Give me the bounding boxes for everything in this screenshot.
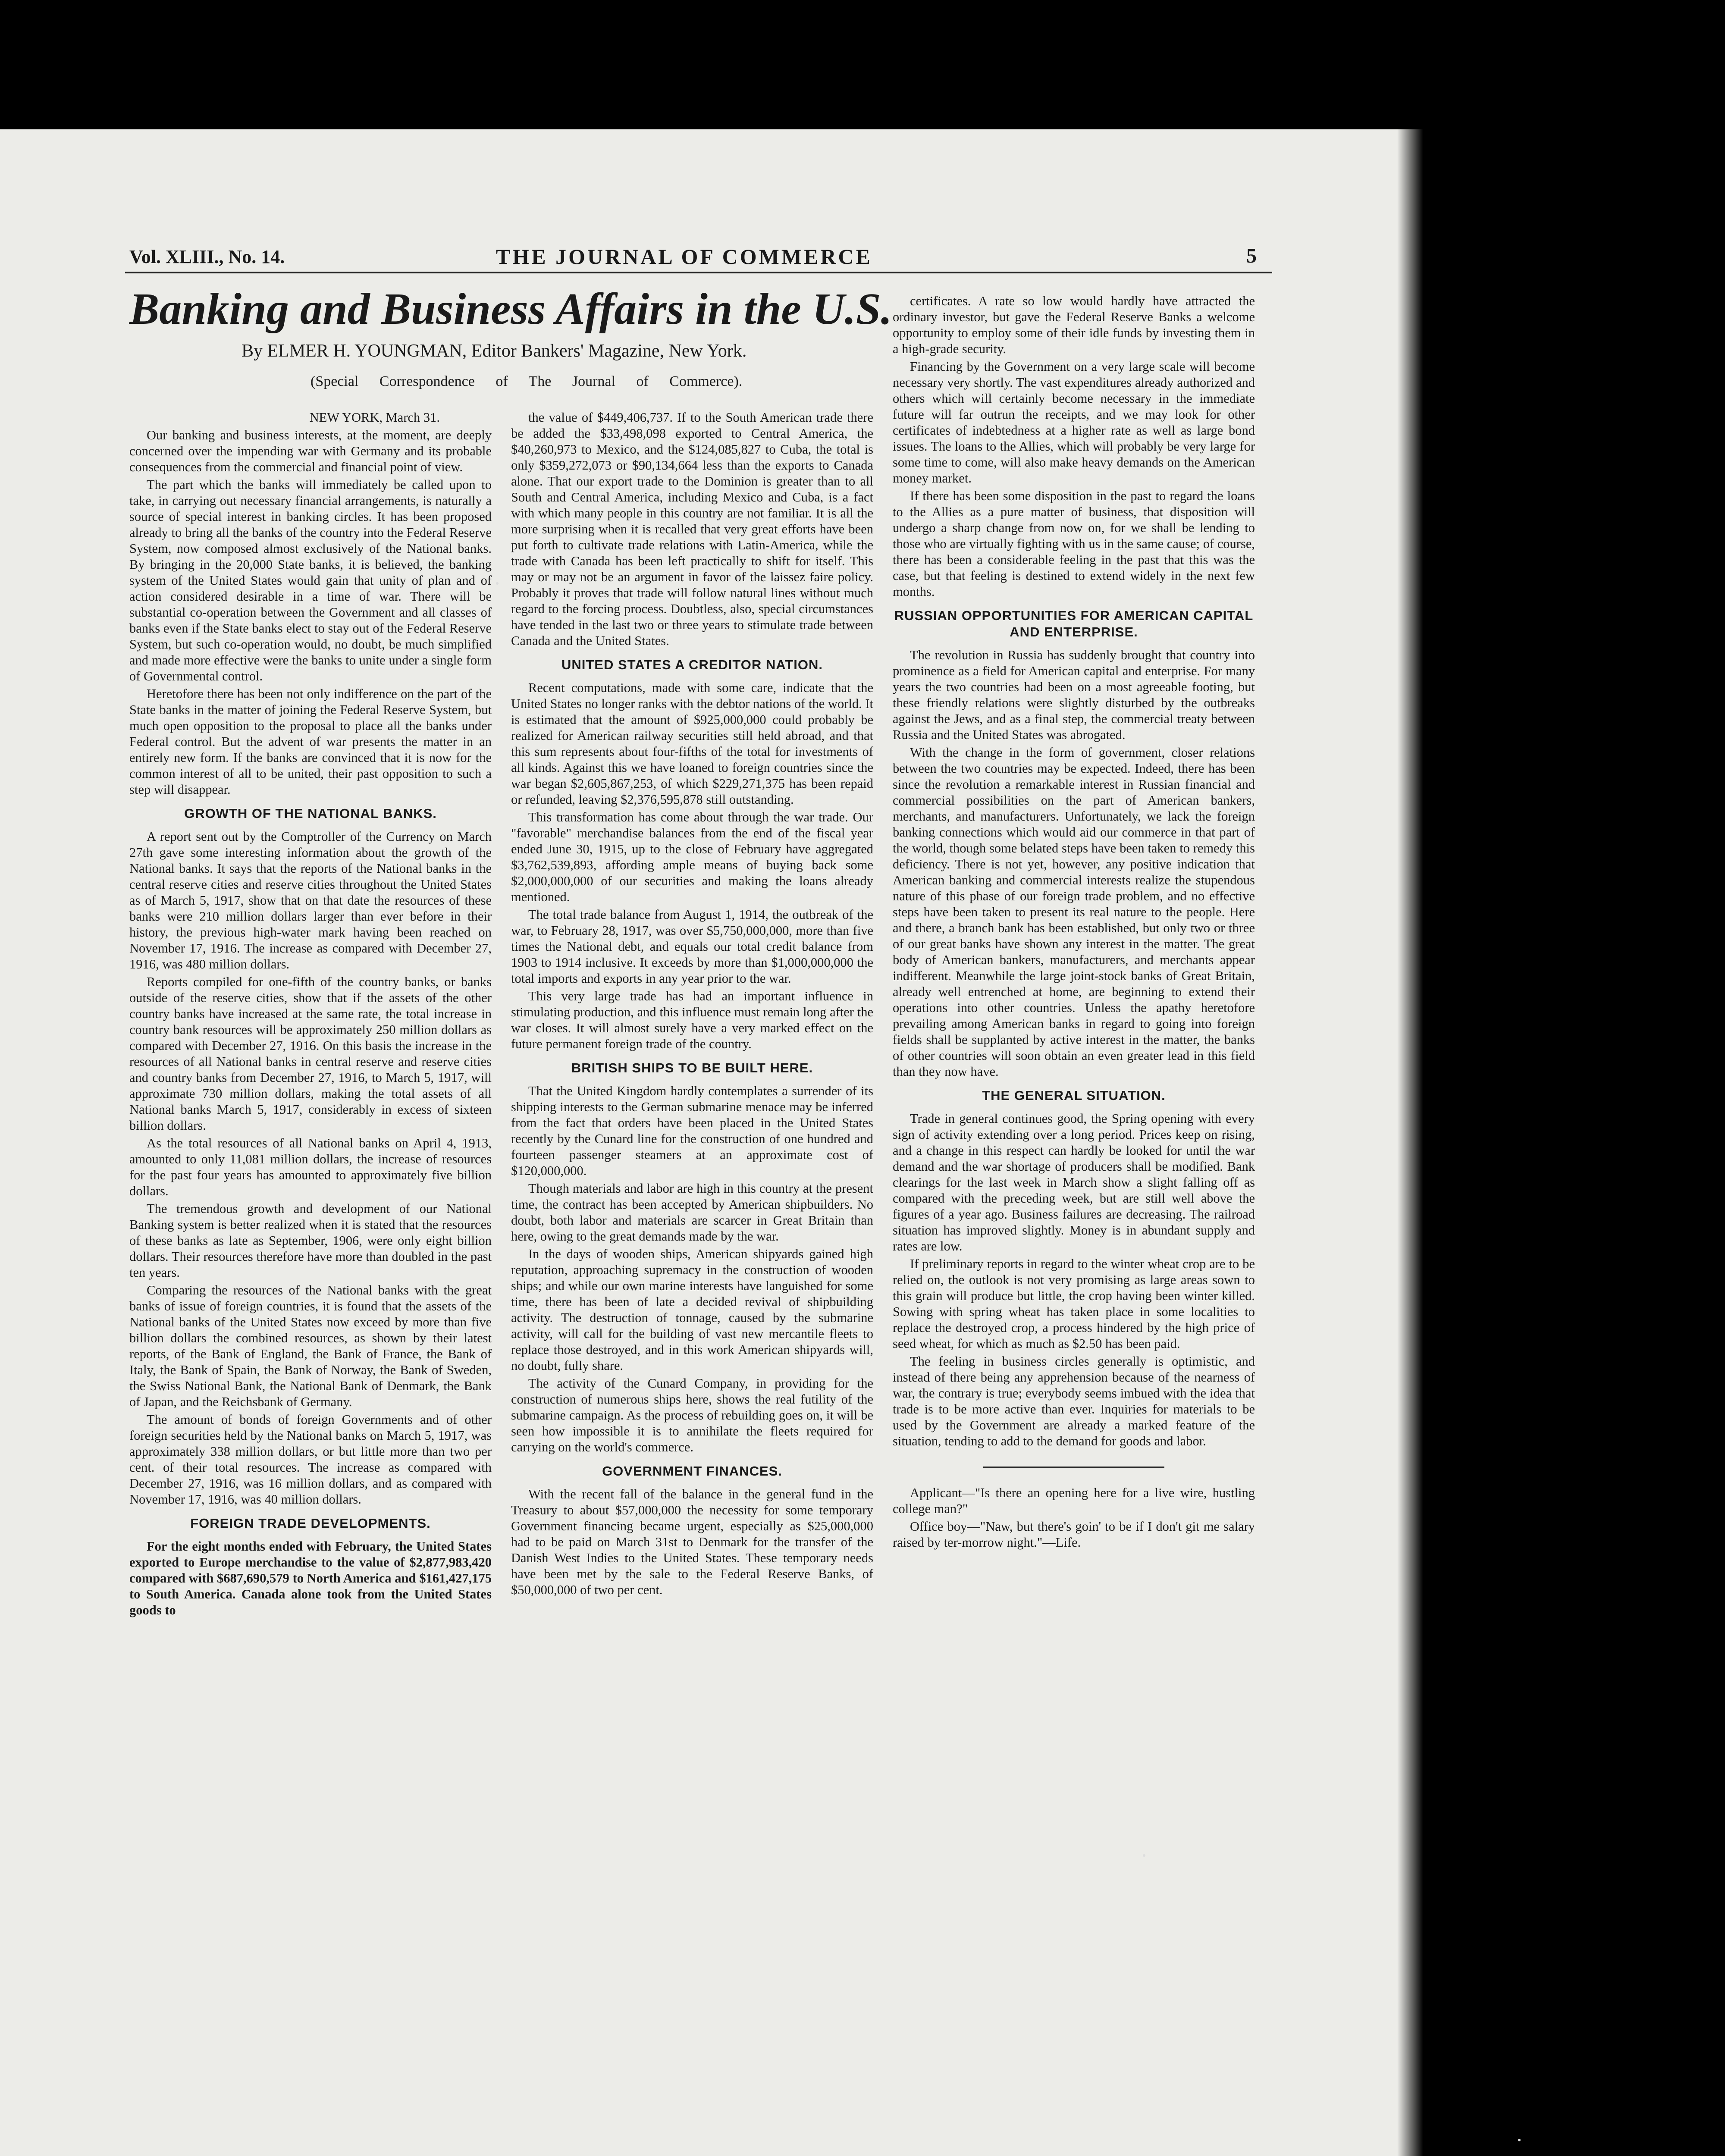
section-heading-general: THE GENERAL SITUATION. [982, 1088, 1166, 1103]
separator-rule [983, 1467, 1164, 1468]
paragraph: With the change in the form of government, closer relations between the two countries may be expected. Indeed, there has been since the revolution a remarkable interest in Russian financial and commercial possibilities on the part of American bankers, merchants, and manufacturers. Unfortunately, we lack the foreign banking connections which would aid our commerce in that part of the world, though some belated steps have been taken to remedy this deficiency. There is not yet, however, any positive indication that American banking and commercial interests realize the stupendous nature of this phase of our foreign trade problem, and no effective steps have been taken to present its real nature to the people. Here and there, a branch bank has been established, but only two or three of our great banks have shown any interest in the matter. The great body of American bankers, manufacturers, and merchants appear indifferent. Meanwhile the large joint-stock banks of Great Britain, already well entrenched at home, are beginning to extend their operations into other countries. Unless the apathy heretofore prevailing among American banks in regard to going into foreign fields shall be supplanted by active interest in the matter, the banks of other countries will soon obtain an even greater lead in this field than they now have. [893, 745, 1255, 1079]
intro-paragraphs [129, 427, 492, 798]
paragraph: Office boy—"Naw, but there's goin' to be if I don't git me salary raised by ter-morrow night."—Life. [893, 1519, 1255, 1550]
paragraph: the value of $449,406,737. If to the South American trade there be added the $33,498,098 exported to Central America, the $40,260,973 to Mexico, and the $124,085,827 to Cuba, the total is only $359,272,073 or $90,134,664 less than the exports to Canada alone. That our export trade to the Dominion is greater than to all South and Central America, including Mexico and Cuba, is a fact with which many people in this country are not familiar. It is all the more surprising when it is recalled that very great efforts have been put forth to cultivate trade relations with Latin-America, while the trade with Canada has been left practically to shift for itself. This may or may not be an argument in favor of the laissez faire policy. Probably it proves that trade will follow natural lines without much regard to the forcing process. Doubtless, also, special circumstances have tended in the last two or three years to stimulate trade between Canada and the United States. [511, 410, 873, 648]
section-heading-growth: GROWTH OF THE NATIONAL BANKS. [184, 806, 437, 821]
paragraph: Comparing the resources of the National banks with the great banks of issue of foreign countries, it is found that the assets of the National banks of the United States now exceed by more than five billion dollars the combined resources, as shown by their latest reports, of the Bank of England, the Bank of France, the Bank of Italy, the Bank of Spain, the Bank of Norway, the Bank of Sweden, the Swiss National Bank, the National Bank of Denmark, the Bank of Japan, and the Reichsbank of Germany. [129, 1283, 492, 1409]
government-paragraphs [511, 1486, 873, 1598]
header-rule [125, 272, 1272, 273]
page-number: 5 [1246, 244, 1257, 267]
paragraph: With the recent fall of the balance in the general fund in the Treasury to about $57,000,000 the necessity for some temporary Government financing became urgent, especially as $25,000,000 had to be paid on March 31st to Denmark for the transfer of the Danish West Indies to the United States. These temporary needs have been met by the sale to the Federal Reserve Banks, of $50,000,000 of two per cent. [511, 1487, 873, 1597]
paragraph: A report sent out by the Comptroller of the Currency on March 27th gave some interesting information about the growth of the National banks. It says that the reports of the National banks in the central reserve cities and reserve cities throughout the United States as of March 5, 1917, show that on that date the resources of these banks were 210 million dollars larger than ever before in their history, the previous high-water mark having been reached on November 17, 1916. The increase as compared with December 27, 1916, was 480 million dollars. [129, 829, 492, 971]
paragraph: If there has been some disposition in the past to regard the loans to the Allies as a pure matter of business, that disposition will undergo a sharp change from now on, for we shall be lending to those who are virtually fighting with us in the same cause; of course, there has been a considerable feeling in the past that this was the case, but that feeling is destined to extend widely in the next few months. [893, 489, 1255, 599]
paragraph: Applicant—"Is there an opening here for a live wire, hustling college man?" [893, 1485, 1255, 1516]
paragraph: In the days of wooden ships, American shipyards gained high reputation, approaching supremacy in the construction of wooden ships; and while our own marine interests have languished for some time, there has been of late a decided revival of shipbuilding activity. The destruction of tonnage, caused by the submarine activity, will call for the building of vast new mercantile fleets to replace those destroyed, and in this work American shipyards will, no doubt, fully share. [511, 1247, 873, 1373]
russia-paragraphs [893, 647, 1255, 1080]
page-edge-shadow [1397, 129, 1423, 2156]
paragraph: Recent computations, made with some care, indicate that the United States no longer ranks with the debtor nations of the world. It is estimated that the amount of $925,000,000 could probably be realized for American railway securities still held abroad, and that this sum represents about four-fifths of the total for investments of all kinds. Against this we have loaned to foreign countries since the war began $2,605,867,253, of which $229,271,375 has been repaid or refunded, leaving $2,376,595,878 still outstanding. [511, 680, 873, 807]
paragraph: As the total resources of all National banks on April 4, 1913, amounted to only 11,081 million dollars, the increase of resources for the past four years has amounted to approximately five billion dollars. [129, 1136, 492, 1198]
paragraph: The feeling in business circles generally is optimistic, and instead of there being any apprehension because of the nearness of war, the contrary is true; everybody seems imbued with the idea that trade is to be more active than ever. Inquiries for materials to be used by the Government are already a marked feature of the situation, tending to add to the demand for goods and labor. [893, 1354, 1255, 1448]
column-1 [129, 410, 492, 1620]
volume-number: Vol. XLIII., No. 14. [129, 246, 285, 267]
paragraph: For the eight months ended with February, the United States exported to Europe merchandise to the value of $2,877,983,420 compared with $687,690,579 to North America and $161,427,175 to South America. Canada alone took from the United States goods to [129, 1539, 492, 1617]
joke-paragraphs [893, 1485, 1255, 1551]
film-speck [1518, 2139, 1521, 2141]
special-correspondence-note: (Special Correspondence of The Journal of Commerce). [310, 373, 743, 389]
section-heading-russia: RUSSIAN OPPORTUNITIES FOR AMERICAN CAPITAL AND ENTERPRISE. [894, 608, 1254, 639]
dateline: NEW YORK, March 31. [309, 410, 440, 425]
paragraph: The revolution in Russia has suddenly brought that country into prominence as a field for American capital and enterprise. For many years the two countries had been on a most agreeable footing, but these friendly relations were slightly disturbed by the outbreaks against the Jews, and as a final step, the commercial treaty between Russia and the United States was abrogated. [893, 648, 1255, 742]
paragraph: This transformation has come about through the war trade. Our "favorable" merchandise balances from the end of the fiscal year ended June 30, 1915, up to the close of February have aggregated $3,762,539,893, affording ample means of buying back some $2,000,000,000 of our securities and making the loans already mentioned. [511, 810, 873, 904]
paragraph: Trade in general continues good, the Spring opening with every sign of activity extending over a long period. Prices keep on rising, and a change in this respect can hardly be looked for until the war demand and the war shortage of producers shall be modified. Bank clearings for the last week in March show a slight falling off as compared with the preceding week, but are still well above the figures of a year ago. Business failures are decreasing. The railroad situation has improved slightly. Money is in abundant supply and rates are low. [893, 1111, 1255, 1253]
ships-paragraphs [511, 1083, 873, 1455]
journal-title: THE JOURNAL OF COMMERCE [496, 244, 872, 269]
col2-paragraphs [511, 410, 873, 649]
column-3 [893, 293, 1255, 1552]
col3-paragraphs [893, 293, 1255, 600]
film-speck [496, 582, 499, 585]
article-byline: By ELMER H. YOUNGMAN, Editor Bankers' Magazine, New York. [242, 341, 747, 361]
general-paragraphs [893, 1111, 1255, 1449]
section-heading-government: GOVERNMENT FINANCES. [602, 1463, 782, 1479]
foreign-trade-paragraphs [129, 1539, 492, 1618]
paragraph: If preliminary reports in regard to the winter wheat crop are to be relied on, the outlook is not very promising as large areas sown to this grain will produce but little, the crop having been winter killed. Sowing with spring wheat has taken place in some localities to replace the destroyed crop, a process hindered by the high price of seed wheat, for which as much as $2.50 has been paid. [893, 1257, 1255, 1351]
paragraph: Though materials and labor are high in this country at the present time, the contract has been accepted by American shipbuilders. No doubt, both labor and materials are scarcer in Great Britain than here, owing to the great demands made by the war. [511, 1181, 873, 1244]
paragraph: This very large trade has had an important influence in stimulating production, and this influence must remain long after the war closes. It will almost surely have a very marked effect on the future permanent foreign trade of the country. [511, 989, 873, 1051]
column-2 [511, 410, 873, 1600]
growth-paragraphs [129, 829, 492, 1507]
paragraph: Financing by the Government on a very large scale will become necessary very shortly. The vast expenditures already authorized and others which will certainly become necessary in the immediate future will far outrun the receipts, and we may look for other certificates of indebtedness at a higher rate as well as large bond issues. The loans to the Allies, which will probably be very large for some time to come, will also make heavy demands on the American money market. [893, 359, 1255, 486]
paragraph: Reports compiled for one-fifth of the country banks, or banks outside of the reserve cities, show that if the assets of the other country banks have increased at the same rate, the total increase in country bank resources will be approximately 250 million dollars as compared with December 27, 1916. On this basis the increase in the resources of all National banks in central reserve and reserve cities and country banks from December 27, 1916, to March 5, 1917, will approximate 730 million dollars, making the total assets of all National banks March 5, 1917, considerably in excess of sixteen billion dollars. [129, 975, 492, 1133]
paragraph: The amount of bonds of foreign Governments and of other foreign securities held by the National banks on March 5, 1917, was approximately 338 million dollars, or but little more than two per cent. of their total resources. The increase as compared with December 27, 1916, was 16 million dollars, and as compared with November 17, 1916, was 40 million dollars. [129, 1412, 492, 1507]
paragraph: certificates. A rate so low would hardly have attracted the ordinary investor, but gave the Federal Reserve Banks a welcome opportunity to employ some of their idle funds by investing them in a high-grade security. [893, 294, 1255, 356]
paragraph: Heretofore there has been not only indifference on the part of the State banks in the matter of joining the Federal Reserve System, but much open opposition to the proposal to place all the banks under Federal control. But the advent of war presents the matter in an entirely new form. If the banks are convinced that it is now for the common interest of all to be united, their past opposition to such a step will disappear. [129, 686, 492, 797]
paragraph: The total trade balance from August 1, 1914, the outbreak of the war, to February 28, 1917, was over $5,750,000,000, more than five times the National debt, and equals our total credit balance from 1903 to 1914 inclusive. It exceeds by more than $1,000,000,000 the total imports and exports in any year prior to the war. [511, 907, 873, 986]
paragraph: That the United Kingdom hardly contemplates a surrender of its shipping interests to the German submarine menace may be inferred from the fact that orders have been placed in the United States recently by the Cunard line for the construction of one hundred and fourteen passenger steamers at an approximate cost of $120,000,000. [511, 1084, 873, 1178]
creditor-paragraphs [511, 680, 873, 1052]
paragraph: Our banking and business interests, at the moment, are deeply concerned over the impending war with Germany and its probable consequences from the commercial and financial point of view. [129, 428, 492, 474]
paragraph: The activity of the Cunard Company, in providing for the construction of numerous ships here, shows the real futility of the submarine campaign. As the process of rebuilding goes on, it will be seen how impossible it is to annihilate the fleets required for carrying on the world's commerce. [511, 1376, 873, 1454]
paragraph: The tremendous growth and development of our National Banking system is better realized when it is stated that the resources of these banks as late as September, 1906, were only eight billion dollars. Their resources therefore have more than doubled in the past ten years. [129, 1201, 492, 1280]
section-heading-creditor: UNITED STATES A CREDITOR NATION. [561, 657, 823, 672]
article-headline: Banking and Business Affairs in the U.S. [129, 284, 892, 334]
paragraph: The part which the banks will immediately be called upon to take, in carrying out necessary financial arrangements, is naturally a source of special interest in banking circles. It has been proposed already to bring all the banks of the country into the Federal Reserve System, now composed almost exclusively of the National banks. By bringing in the 20,000 State banks, it is believed, the banking system of the United States would gain that unity of plan and of action considered desirable in a time of war. There will be substantial co-operation between the Government and all classes of banks even if the State banks elect to stay out of the Federal Reserve System, but such co-operation would, no doubt, be much simplified and made more effective were the banks to unite under a single form of Governmental control. [129, 477, 492, 683]
section-heading-ships: BRITISH SHIPS TO BE BUILT HERE. [571, 1060, 813, 1075]
film-speck [1143, 1854, 1145, 1857]
section-heading-foreign-trade: FOREIGN TRADE DEVELOPMENTS. [190, 1516, 431, 1531]
